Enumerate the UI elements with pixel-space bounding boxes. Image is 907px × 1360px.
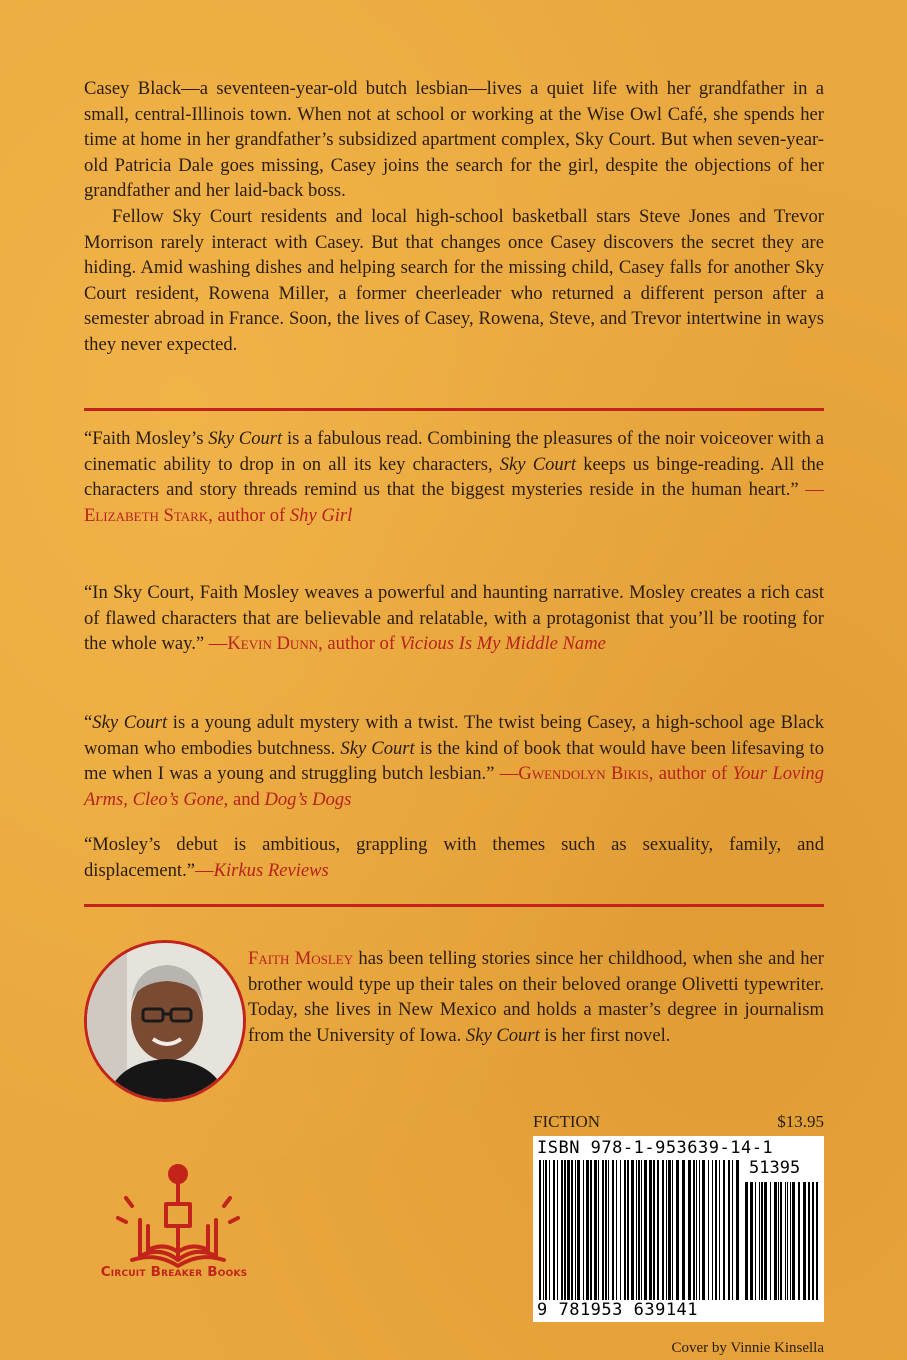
divider-bottom [84, 904, 824, 907]
quote-author: Elizabeth Stark [84, 504, 209, 526]
synopsis-paragraph-2: Fellow Sky Court residents and local high-school basketball stars Steve Jones and Trevor Morrison rarely interact with Casey. But that changes once Casey discovers the secret they are hiding. Amid washing dishes and helping search for the missing child, Casey falls for another Sky Court resident, Rowena Miller, a former cheerleader who returned a different person after a semester abroad in France. Soon, the lives of Casey, Rowena, Steve, and Trevor intertwine in ways they never expected. [84, 205, 824, 355]
synopsis-paragraph-1: Casey Black—a seventeen-year-old butch lesbian—lives a quiet life with her grandfather in a small, central-Illinois town. When not at school or working at the Wise Owl Café, she spends her time at home in her grandfather’s subsidized apartment complex, Sky Court. But when seven-year-old Patricia Dale goes missing, Casey joins the search for the girl, despite the objections of her grandfather and her laid-back boss. [84, 78, 824, 202]
bio-author-name: Faith Mosley [248, 948, 354, 969]
quote-kirkus: “Mosley’s debut is ambitious, grappling with themes such as sexuality, family, and displacement.”—Kirkus Reviews [84, 834, 824, 881]
isbn-text: ISBN 978-1-953639-14-1 [537, 1138, 774, 1158]
barcode-digits: 9 781953 639141 [537, 1300, 699, 1320]
author-photo [84, 940, 246, 1102]
divider-top [84, 408, 824, 411]
quote-author: Kevin Dunn [227, 633, 319, 655]
quote-bikis: “Sky Court is a young adult mystery with a twist. The twist being Casey, a high-school age Black woman who embodies butchness. Sky Court is the kind of book that would have been lifesaving to me when I was a young and struggling butch lesbian.” —Gwendolyn Bikis, author of Your Loving Arms, Cleo’s Gone, and Dog’s Dogs [84, 712, 825, 810]
cover-credit: Cover by Vinnie Kinsella [671, 1340, 824, 1356]
addon-barcode-icon [745, 1182, 819, 1300]
quote-author: Gwendolyn Bikis [518, 763, 649, 785]
barcode-area [533, 1112, 824, 1324]
quote-source: Kirkus Reviews [213, 859, 329, 881]
quote-work: Shy Girl [289, 504, 353, 526]
price-code-text: 51395 [749, 1158, 801, 1178]
barcode [533, 1136, 824, 1322]
quote-dunn: “In Sky Court, Faith Mosley weaves a powerful and haunting narrative. Mosley creates a rich cast of flawed characters that are believable and relatable, with a protagonist that you’ll be rooting for the whole way.” —Kevin Dunn, author of Vicious Is My Middle Name [84, 582, 824, 655]
author-bio: Faith Mosley has been telling stories since her childhood, when she and her brother would type up their tales on their beloved orange Olivetti typewriter. Today, she lives in New Mexico and holds a master’s degree in journalism from the University of Iowa. Sky Court is her first novel. [248, 948, 824, 1046]
synopsis [84, 76, 824, 358]
quote-stark: “Faith Mosley’s Sky Court is a fabulous read. Combining the pleasures of the noir voiceover with a cinematic ability to drop in on all its key characters, Sky Court keeps us binge-reading. All the characters and story threads remind us that the biggest mysteries reside in the human heart.” —Elizabeth Stark, author of Shy Girl [84, 428, 824, 526]
publisher-name: Circuit Breaker Books [100, 1264, 248, 1280]
genre-label: FICTION [533, 1112, 601, 1131]
quote-work: Vicious Is My Middle Name [399, 633, 606, 655]
price-label: $13.95 [777, 1112, 824, 1131]
author-portrait-icon [87, 943, 243, 1099]
ean-barcode-icon [539, 1160, 739, 1300]
